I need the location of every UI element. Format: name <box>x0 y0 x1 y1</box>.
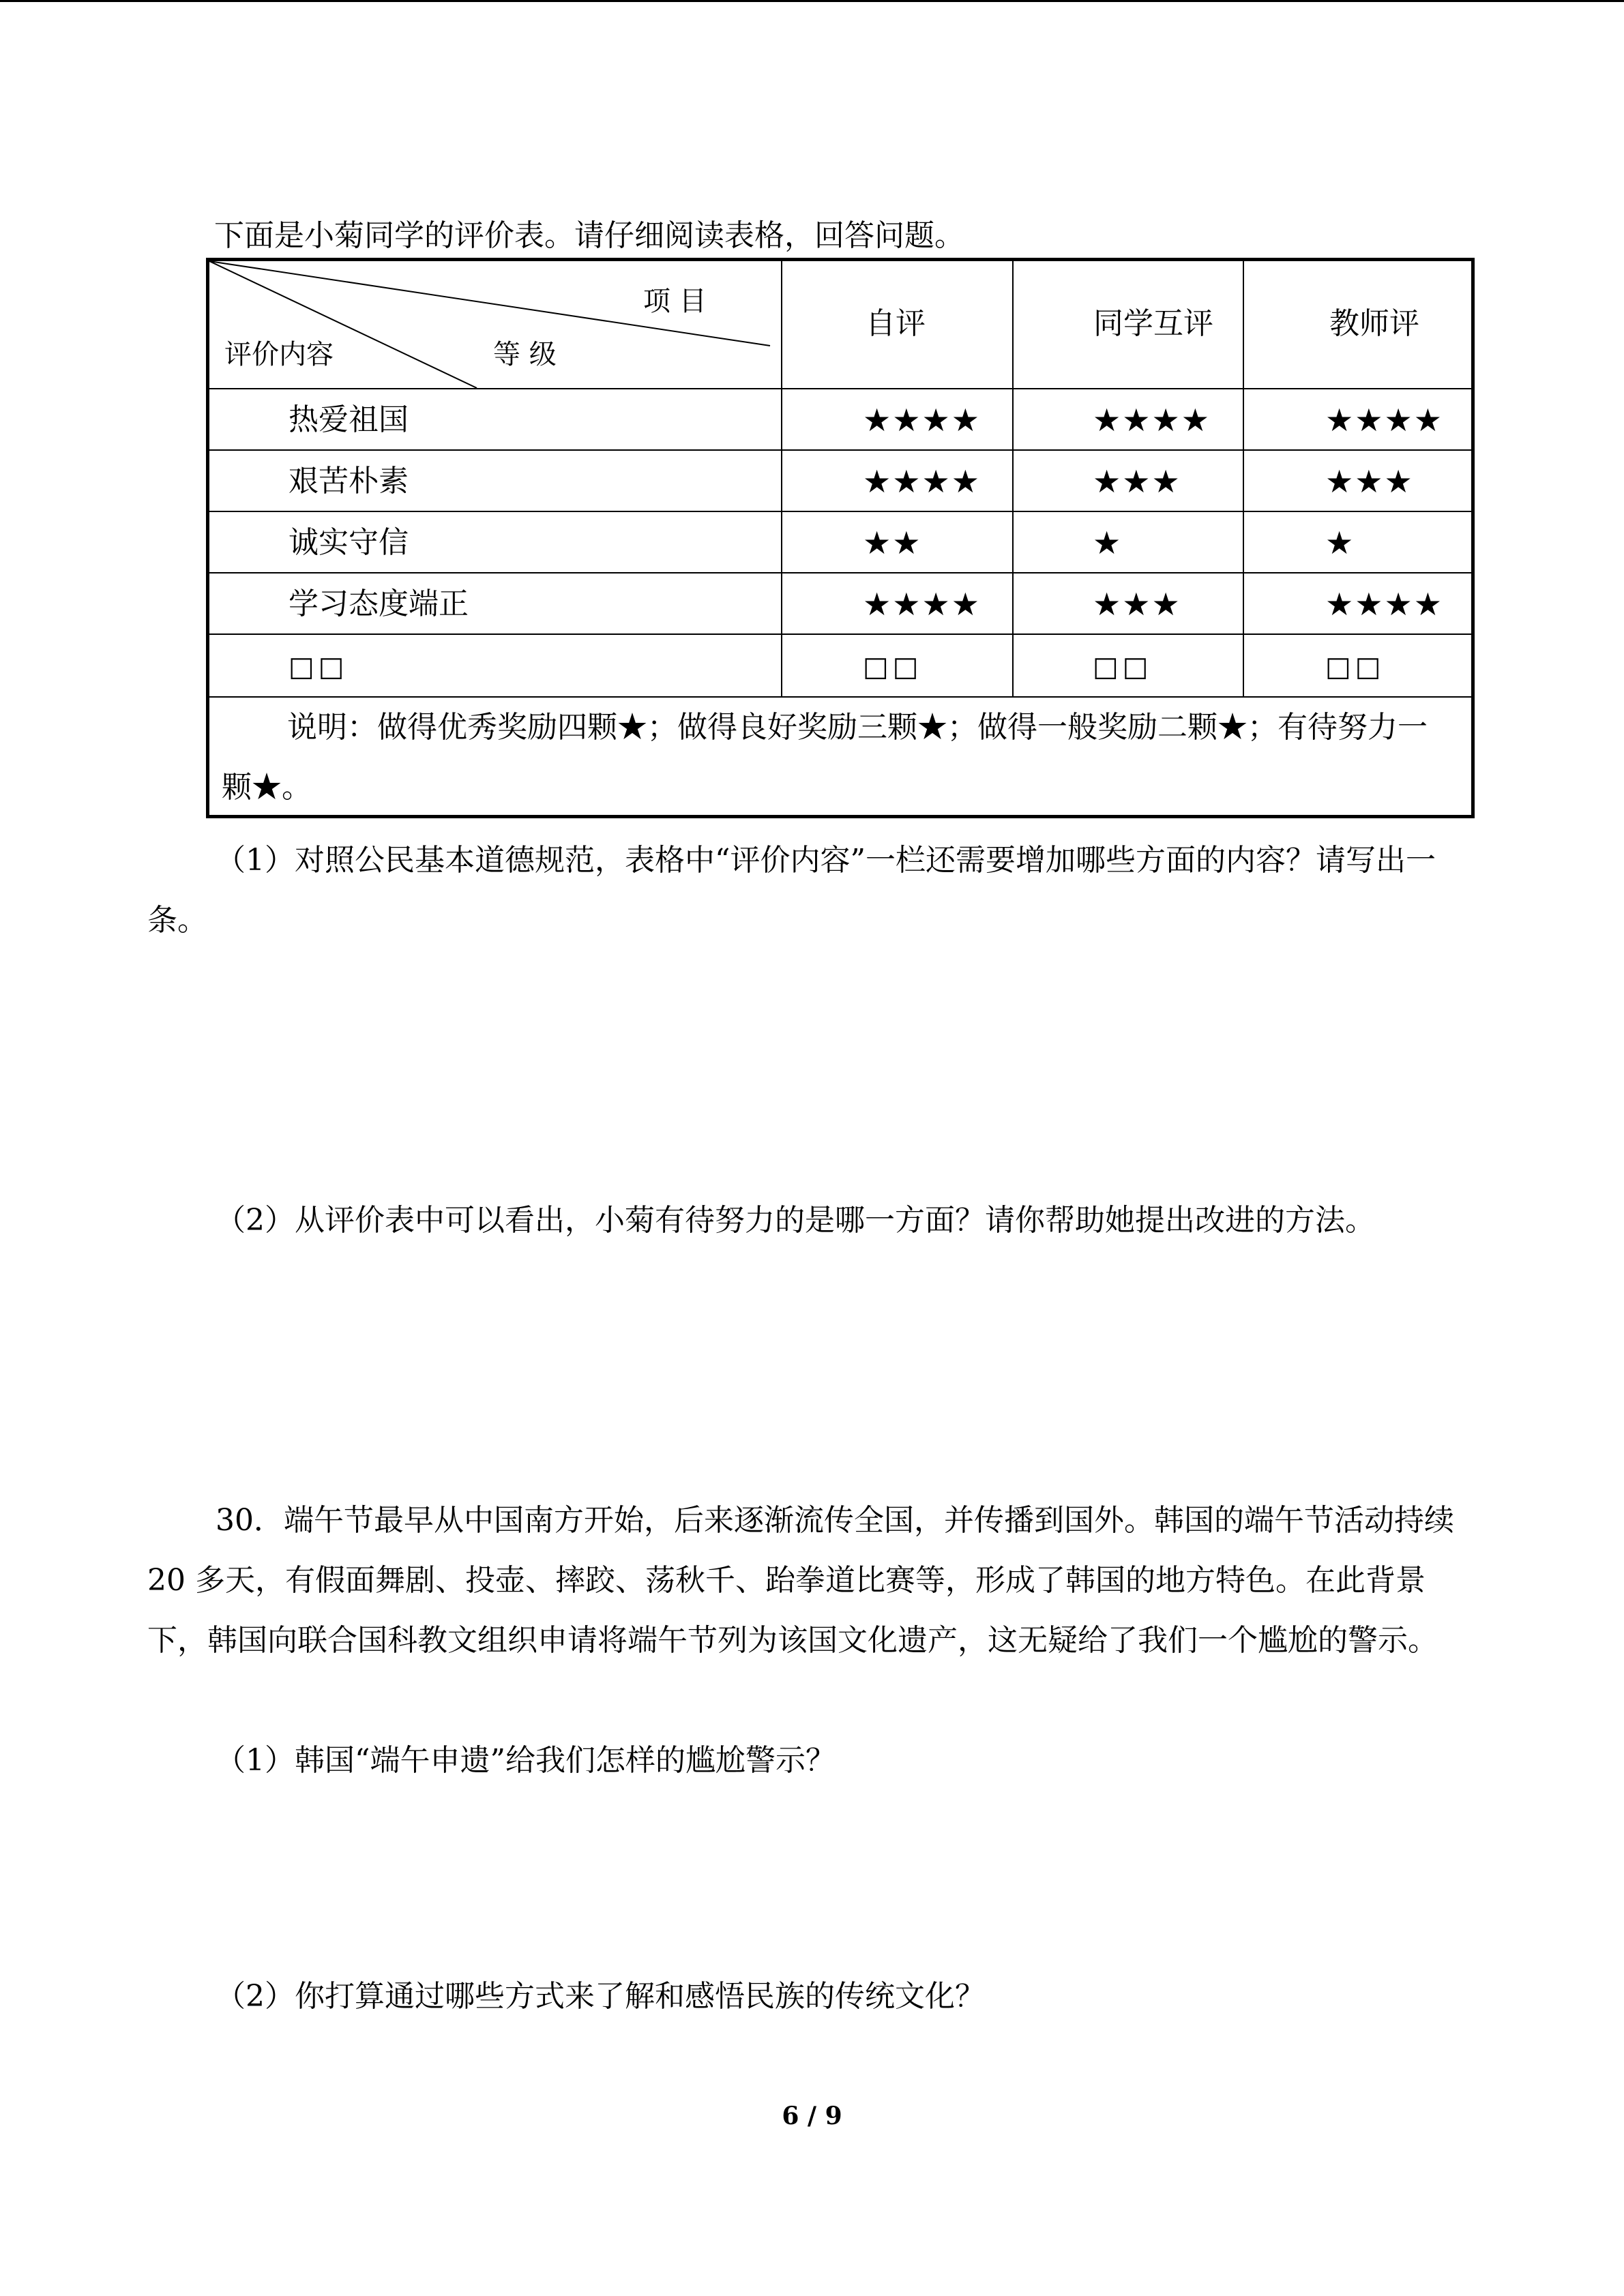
star-rating-peer: ★★★★ <box>1093 402 1211 438</box>
question-30-2: （2）你打算通过哪些方式来了解和感悟民族的传统文化？ <box>216 1979 985 2014</box>
placeholder-peer: □□ <box>1093 651 1153 683</box>
star-rating-peer: ★ <box>1093 524 1123 561</box>
row-divider-3 <box>209 572 1471 573</box>
star-rating-teacher: ★★★ <box>1325 463 1414 500</box>
star-rating-self: ★★ <box>863 524 922 561</box>
star-rating-teacher: ★★★★ <box>1325 402 1443 438</box>
col-divider-1 <box>781 261 782 698</box>
page-number: 6 / 9 <box>782 2102 842 2130</box>
row-divider-1 <box>209 449 1471 451</box>
placeholder-self: □□ <box>863 651 923 683</box>
col-divider-3 <box>1243 261 1244 698</box>
star-rating-teacher: ★★★★ <box>1325 586 1443 623</box>
star-rating-self: ★★★★ <box>863 402 981 438</box>
row-divider-header <box>209 388 1471 389</box>
star-rating-teacher: ★ <box>1325 524 1355 561</box>
row-label: 热爱祖国 <box>289 402 409 437</box>
star-rating-peer: ★★★ <box>1093 463 1181 500</box>
row-label: 诚实守信 <box>289 525 409 560</box>
row-label: 艰苦朴素 <box>289 464 409 498</box>
row-label: 学习态度端正 <box>289 586 469 621</box>
star-rating-peer: ★★★ <box>1093 586 1181 623</box>
header-grade-label: 等 级 <box>493 339 557 370</box>
col-header-teacher: 教师评 <box>1329 306 1419 341</box>
col-header-self: 自评 <box>866 306 926 341</box>
row-divider-4 <box>209 633 1471 635</box>
header-content-label: 评价内容 <box>224 339 334 370</box>
top-border-line <box>0 0 1624 2</box>
header-item-label: 项 目 <box>643 286 707 317</box>
row-label-placeholder: □□ <box>289 651 349 683</box>
placeholder-teacher: □□ <box>1325 651 1385 683</box>
star-rating-self: ★★★★ <box>863 463 981 500</box>
intro-text: 下面是小菊同学的评价表。请仔细阅读表格，回答问题。 <box>214 218 964 253</box>
row-divider-2 <box>209 511 1471 512</box>
question-1: （1）对照公民基本道德规范，表格中“评价内容”一栏还需要增加哪些方面的内容？请写出一条。 <box>147 843 1436 938</box>
col-header-peer: 同学互评 <box>1093 306 1213 341</box>
col-divider-2 <box>1012 261 1014 698</box>
question-30: 30．端午节最早从中国南方开始，后来逐渐流传全国，并传播到国外。韩国的端午节活动持续 20 多天，有假面舞剧、投壶、摔跤、荡秋千、跆拳道比赛等，形成了韩国的地方特色。在此背景下，韩国向联合国科教文组织申请将端午节列为该国文化遗产，这无疑给了我们一个尴尬的警示。 <box>147 1503 1454 1658</box>
table-note: 说明：做得优秀奖励四颗★；做得良好奖励三颗★；做得一般奖励二颗★；有待努力一颗★。 <box>222 710 1428 805</box>
star-rating-self: ★★★★ <box>863 586 981 623</box>
evaluation-table <box>206 258 1475 818</box>
question-30-1: （1）韩国“端午申遗”给我们怎样的尴尬警示？ <box>216 1743 836 1778</box>
question-2: （2）从评价表中可以看出，小菊有待努力的是哪一方面？请你帮助她提出改进的方法。 <box>216 1203 1375 1238</box>
